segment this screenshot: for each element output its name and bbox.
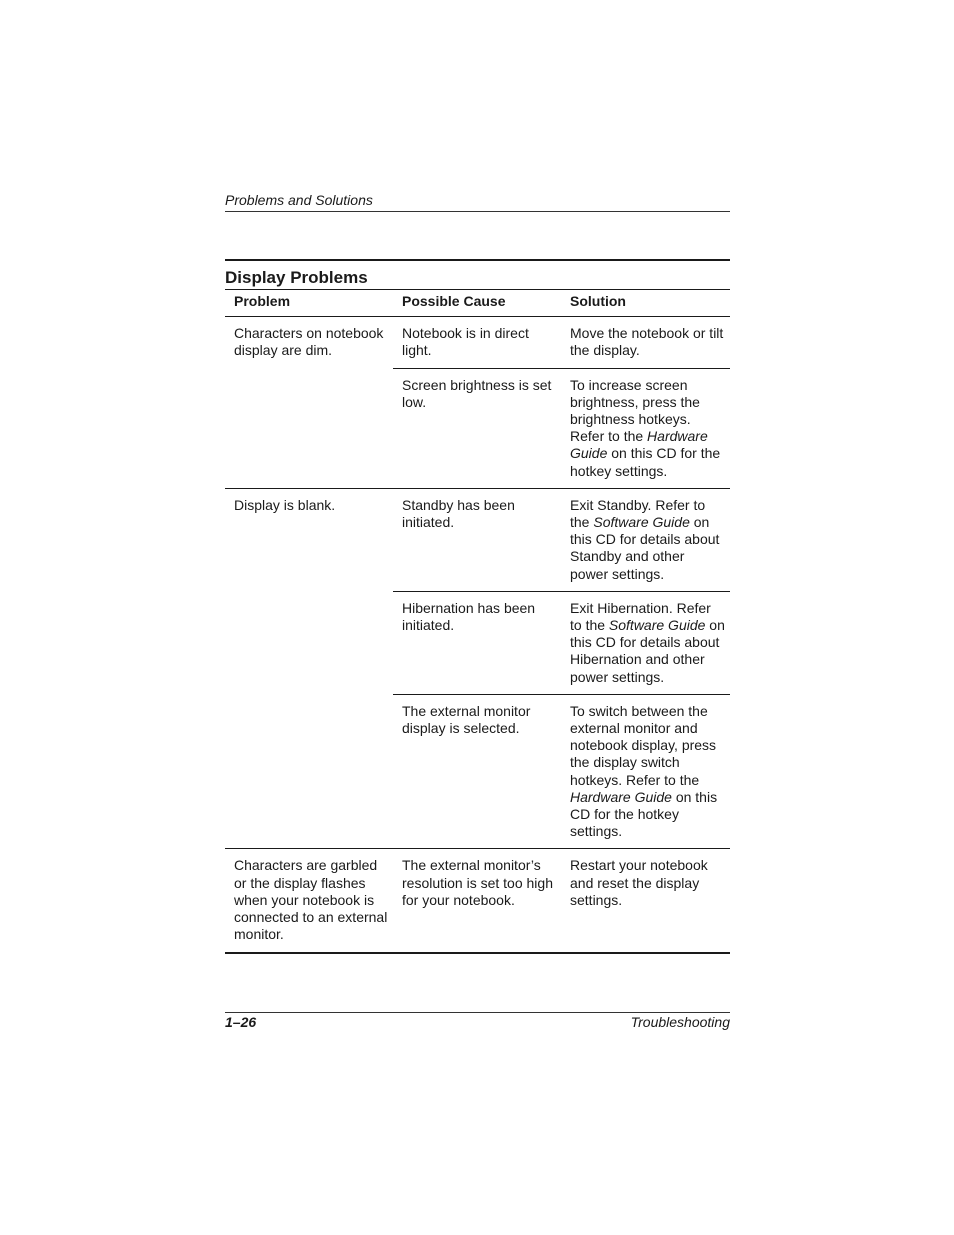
solution-text: Exit Hibernation. Refer to the xyxy=(570,599,711,634)
solution-text: To increase screen brightness, press the brightness hotkeys. Refer to the xyxy=(570,376,700,445)
table-row xyxy=(225,849,730,953)
guide-title: Software Guide xyxy=(608,617,706,634)
solution-text: Exit Standby. Refer to the xyxy=(570,496,706,531)
cause-cell: Screen brightness is set low. xyxy=(393,368,561,488)
solution-cell xyxy=(561,368,730,488)
table-row xyxy=(225,488,730,591)
solution-cell xyxy=(561,488,730,591)
footer-rule xyxy=(225,1012,730,1013)
display-problems-table xyxy=(225,289,730,954)
header-rule xyxy=(225,211,730,212)
section-title: Display Problems xyxy=(225,268,368,287)
column-header-cause: Possible Cause xyxy=(393,290,561,317)
solution-text: on this CD for details about Hibernation and other power settings. xyxy=(570,617,725,685)
solution-cell: Move the notebook or tilt the display. xyxy=(561,317,730,368)
problem-cell: Characters on notebook display are dim. xyxy=(225,317,393,489)
guide-title: Hardware Guide xyxy=(570,788,672,805)
running-header: Problems and Solutions xyxy=(225,192,373,208)
solution-text: on this CD for details about Standby and other power settings. xyxy=(570,514,720,582)
solution-text: To switch between the external monitor and notebook display, press the display switch hotkeys. Refer to the xyxy=(570,702,717,788)
table-row xyxy=(225,317,730,368)
column-header-problem: Problem xyxy=(225,290,393,317)
problem-cell: Characters are garbled or the display flashes when your notebook is connected to an external monitor. xyxy=(225,849,393,953)
guide-title: Hardware Guide xyxy=(570,428,708,462)
guide-title: Software Guide xyxy=(593,514,690,531)
cause-cell: Hibernation has been initiated. xyxy=(393,591,561,694)
column-header-solution: Solution xyxy=(561,290,730,317)
cause-cell: Standby has been initiated. xyxy=(393,488,561,591)
solution-text: on this CD for the hotkey settings. xyxy=(570,788,718,840)
solution-cell xyxy=(561,694,730,849)
section-top-rule xyxy=(225,259,730,261)
solution-text: on this CD for the hotkey settings. xyxy=(570,445,721,479)
problem-cell: Display is blank. xyxy=(225,488,393,849)
table-header-row xyxy=(225,290,730,317)
page-number: 1–26 xyxy=(225,1014,257,1030)
chapter-name: Troubleshooting xyxy=(630,1014,730,1030)
cause-cell: The external monitor’s resolution is set too high for your notebook. xyxy=(393,849,561,953)
solution-cell xyxy=(561,591,730,694)
cause-cell: Notebook is in direct light. xyxy=(393,317,561,368)
solution-cell: Restart your notebook and reset the display settings. xyxy=(561,849,730,953)
cause-cell: The external monitor display is selected. xyxy=(393,694,561,849)
